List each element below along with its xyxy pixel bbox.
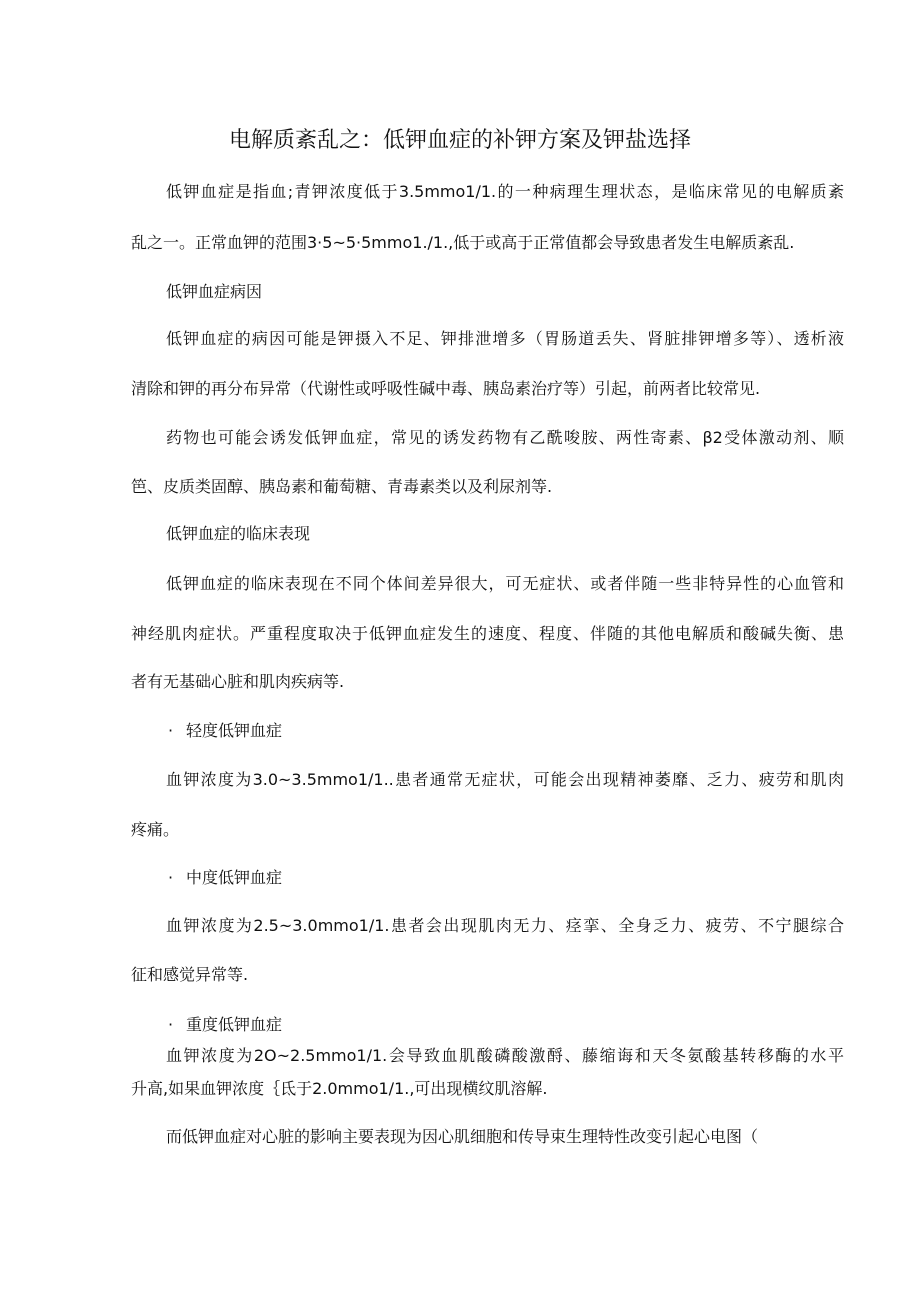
moderate-line-2: 征和感觉异常等. (131, 965, 249, 984)
severe-line-1: 血钾浓度为2O~2.5mmo1∕1.会导致血肌酸磷酸激酹、藤缩诲和天冬氨酸基转移酶的水平 (166, 1046, 844, 1065)
severity-heading-label: 中度低钾血症 (186, 868, 283, 887)
cause-paragraph-2-line-1: 药物也可能会诱发低钾血症，常见的诱发药物有乙酰唆胺、两性寄素、β2受体激动剂、顺 (166, 428, 844, 447)
mild-line-1: 血钾浓度为3.0~3.5mmo1∕1..患者通常无症状，可能会出现精神萎靡、乏力、疲劳和肌肉 (166, 770, 844, 789)
intro-line-2: 乱之一。正常血钾的范围3·5~5·5mmo1./1.,低于或高于正常值都会导致患者发生电解质紊乱. (131, 233, 795, 252)
bullet-dot-icon: · (168, 721, 174, 740)
severity-heading-label: 重度低钾血症 (186, 1015, 283, 1034)
clinical-paragraph-line-2: 神经肌肉症状。严重程度取决于低钾血症发生的速度、程度、伴随的其他电解质和酸碱失衡、患 (131, 624, 844, 643)
moderate-line-1: 血钾浓度为2.5~3.0mmo1∕1.患者会出现肌肉无力、痉挛、全身乏力、疲劳、不宁腿综合 (166, 916, 844, 935)
section-heading-clinical: 低钾血症的临床表现 (166, 524, 311, 543)
bullet-dot-icon: · (168, 1015, 174, 1034)
severe-line-2: 升高,如果血钾浓度｛氐于2.0mmo1∕1.,可出现横纹肌溶解. (131, 1079, 548, 1098)
severity-heading-moderate (168, 866, 282, 890)
severity-heading-label: 轻度低钾血症 (186, 721, 283, 740)
bullet-dot-icon: · (168, 868, 174, 887)
section-heading-cause: 低钾血症病因 (166, 282, 263, 301)
severity-heading-mild (168, 719, 282, 743)
severity-heading-severe (168, 1013, 282, 1037)
clinical-paragraph-line-3: 者有无基础心脏和肌肉疾病等. (131, 672, 345, 691)
clinical-paragraph-line-1: 低钾血症的临床表现在不同个体间差异很大，可无症状、或者伴随一些非特异性的心血管和 (166, 574, 844, 593)
closing-paragraph-line-1: 而低钾血症对心脏的影响主要表现为因心肌细胞和传导束生理特性改变引起心电图（ (166, 1127, 759, 1146)
cause-paragraph-1-line-2: 清除和钾的再分布异常（代谢性或呼吸性碱中毒、胰岛素治疗等）引起，前两者比较常见. (131, 379, 761, 398)
mild-line-2: 疼痛。 (131, 820, 180, 839)
document-title: 电解质紊乱之：低钾血症的补钾方案及钾盐选择 (228, 128, 691, 153)
intro-line-1: 低钾血症是指血;青钾浓度低于3.5mmo1∕1.的一种病理生理状态，是临床常见的电解质紊 (166, 182, 844, 201)
cause-paragraph-2-line-2: 笆、皮质类固醇、胰岛素和葡萄糖、青毒素类以及利尿剂等. (131, 477, 553, 496)
cause-paragraph-1-line-1: 低钾血症的病因可能是钾摄入不足、钾排泄增多（胃肠道丢失、肾脏排钾增多等）、透析液 (166, 329, 844, 348)
